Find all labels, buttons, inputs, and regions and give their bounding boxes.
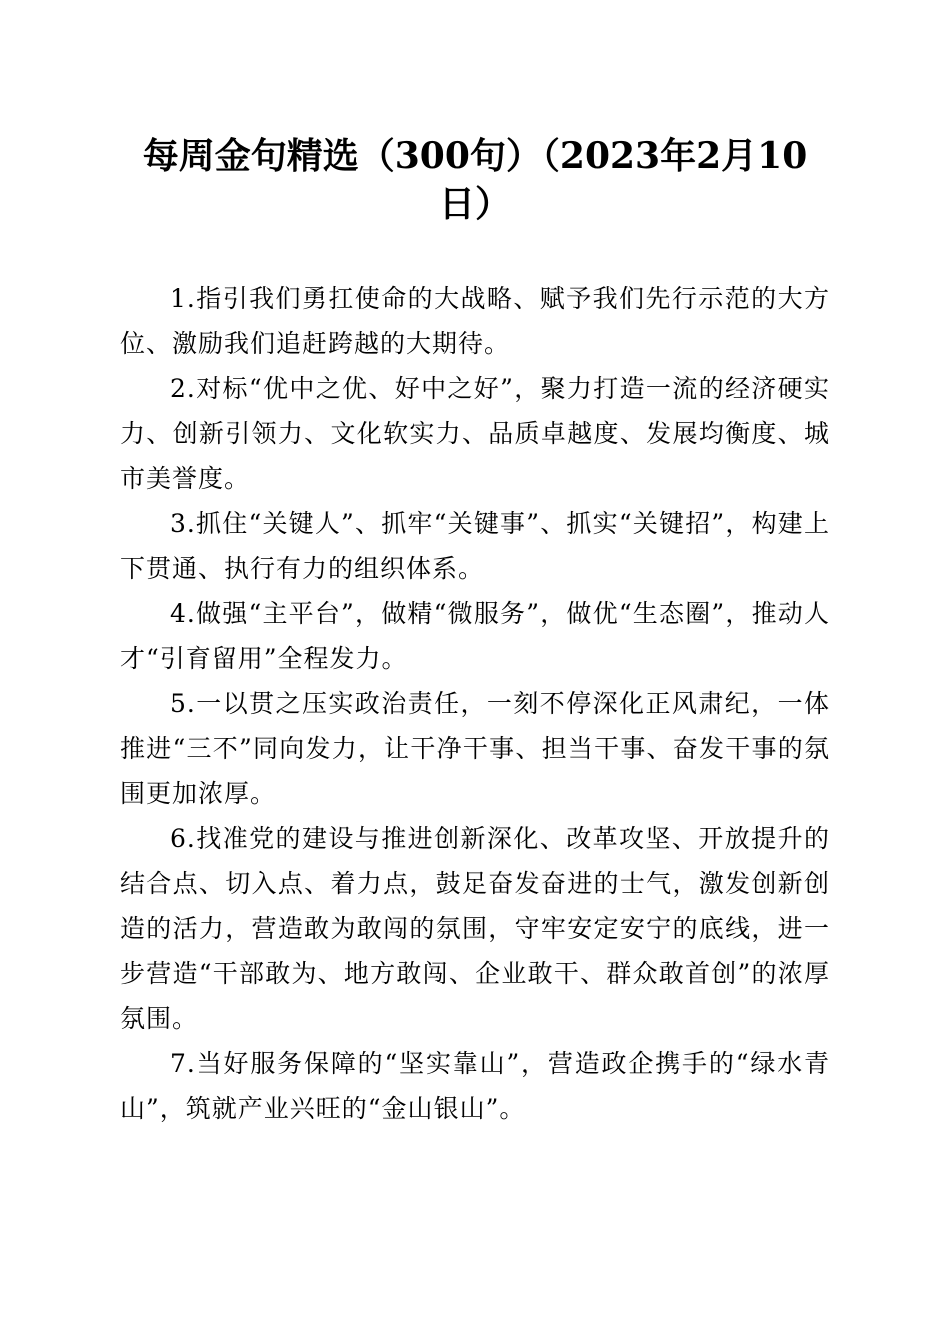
paragraph-7: 7.当好服务保障的“坚实靠山”，营造政企携手的“绿水青山”，筑就产业兴旺的“金山银山”。 [120, 1049, 830, 1123]
paragraph-3: 3.抓住“关键人”、抓牢“关键事”、抓实“关键招”，构建上下贯通、执行有力的组织体系。 [120, 509, 830, 583]
document-body [120, 276, 830, 1131]
paragraph-5: 5.一以贯之压实政治责任，一刻不停深化正风肃纪，一体推进“三不”同向发力，让干净干事、担当干事、奋发干事的氛围更加浓厚。 [120, 689, 830, 808]
paragraph-1: 1.指引我们勇扛使命的大战略、赋予我们先行示范的大方位、激励我们追赶跨越的大期待。 [120, 284, 830, 358]
document-title: 每周金句精选（300句）（2023年2月10日） [142, 135, 808, 225]
paragraph-6: 6.找准党的建设与推进创新深化、改革攻坚、开放提升的结合点、切入点、着力点，鼓足奋发奋进的士气，激发创新创造的活力，营造敢为敢闯的氛围，守牢安定安宁的底线，进一步营造“干部敢为、地方敢闯、企业敢干、群众敢首创”的浓厚氛围。 [120, 824, 830, 1033]
paragraph-2: 2.对标“优中之优、好中之好”，聚力打造一流的经济硬实力、创新引领力、文化软实力、品质卓越度、发展均衡度、城市美誉度。 [120, 374, 830, 493]
paragraph-4: 4.做强“主平台”，做精“微服务”，做优“生态圈”，推动人才“引育留用”全程发力。 [120, 599, 830, 673]
